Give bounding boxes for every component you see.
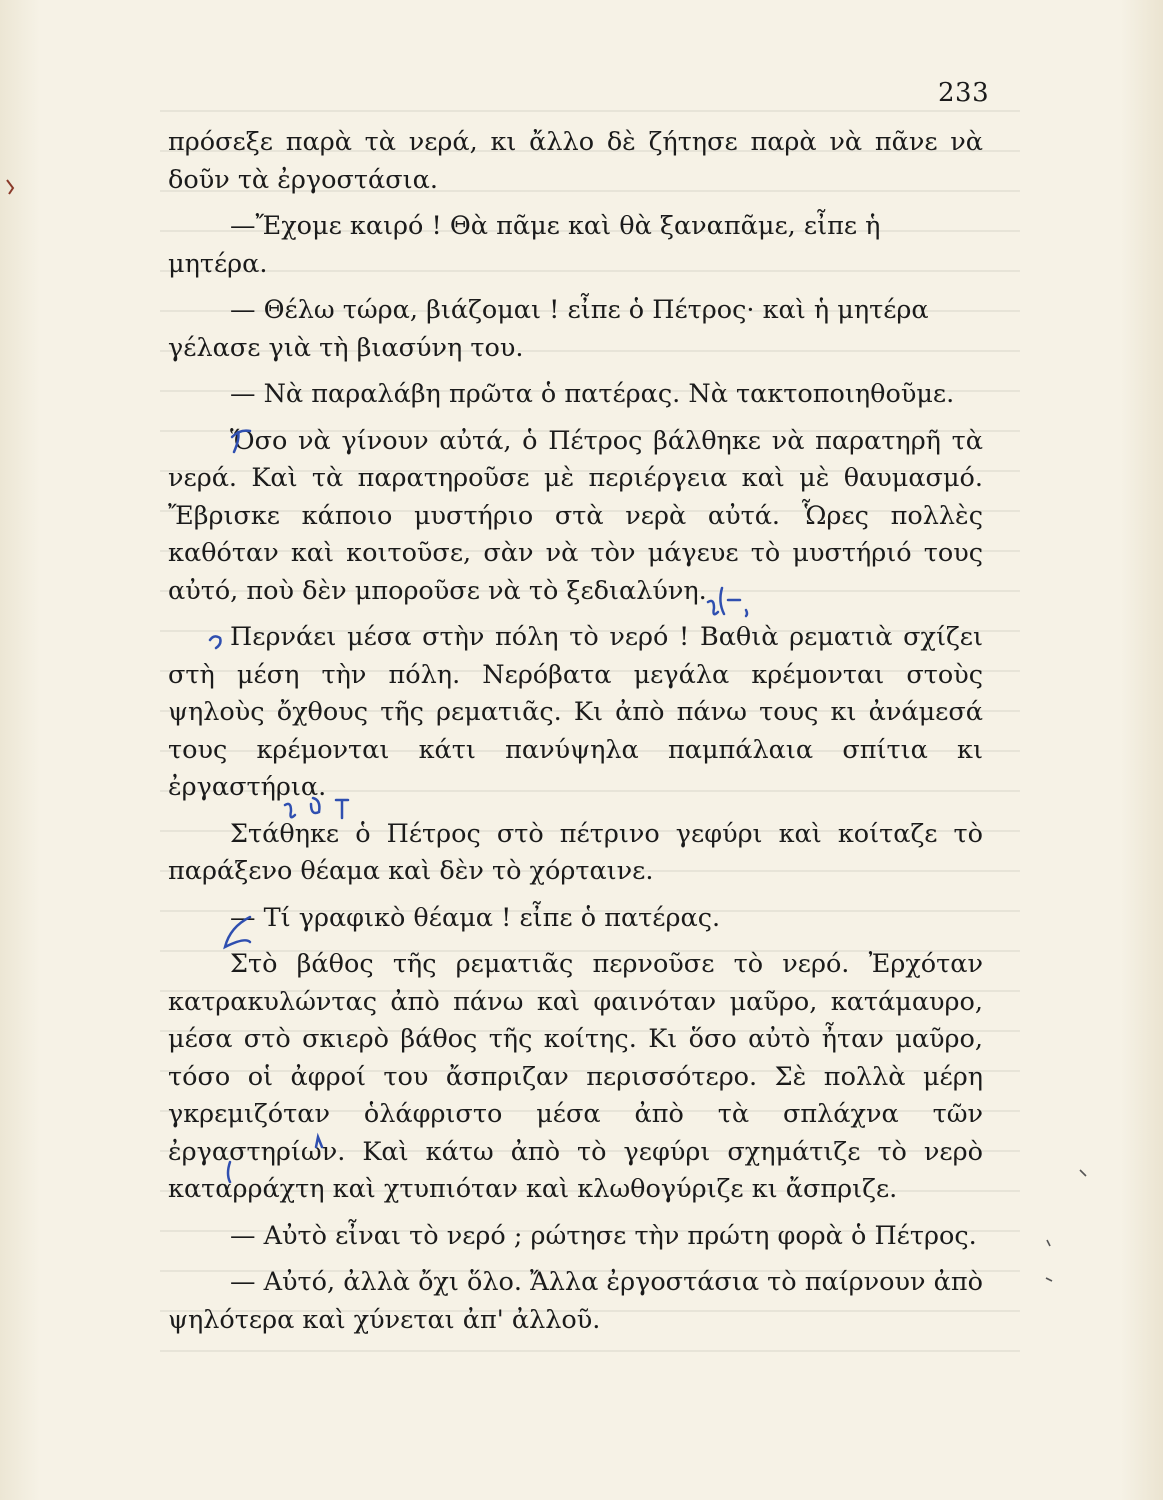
paragraph-observing-waters: Ὅσο νὰ γίνουν αὐτά, ὁ Πέτρος βάλθηκε νὰ παρατηρῆ τὰ νερά. Καὶ τὰ παρατηροῦσε μὲ περιέργεια καὶ μὲ θαυμασμό. Ἔβρισκε κάποιο μυστήριο στὰ νερὰ αὐτά. Ὧρες πολλὲς καθόταν καὶ κοιτοῦσε, σὰν νὰ τὸν μάγευε τὸ μυστήριό τους αὐτό, ποὺ δὲν μποροῦσε νὰ τὸ ξεδιαλύνη. <box>168 425 983 606</box>
paragraph-1: πρόσεξε παρὰ τὰ νερά, κι ἄλλο δὲ ζήτησε παρὰ νὰ πᾶνε νὰ δοῦν τὰ ἐργοστάσια. <box>168 127 983 195</box>
page-body <box>168 124 983 1339</box>
page-number: 233 <box>938 78 990 108</box>
dialogue-father-scenic: — Τί γραφικὸ θέαμα ! εἶπε ὁ πατέρας. <box>230 902 721 933</box>
dialogue-petros-hurry: — Θέλω τώρα, βιάζομαι ! εἶπε ὁ Πέτρος· καὶ ἡ μητέρα γέλασε γιὰ τὴ βιασύνη του. <box>168 295 929 363</box>
paragraph-bridge: Στάθηκε ὁ Πέτρος στὸ πέτρινο γεφύρι καὶ κοίταζε τὸ παράξενο θέαμα καὶ δὲν τὸ χόρταινε. <box>168 818 983 886</box>
dialogue-mother-reply: —Ἔχομε καιρό ! Θὰ πᾶμε καὶ θὰ ξαναπᾶμε, εἶπε ἡ μητέρα. <box>168 211 881 279</box>
paragraph-water-depth: Στὸ βάθος τῆς ρεματιᾶς περνοῦσε τὸ νερό. Ἐρχόταν κατρακυλώντας ἀπὸ πάνω καὶ φαινόταν μαῦρο, κατάμαυρο, μέσα στὸ σκιερὸ βάθος τῆς κοίτης. Κι ὅσο αὐτὸ ἦταν μαῦρο, τόσο οἱ ἀφροί του ἄσπριζαν περισσότερο. Σὲ πολλὰ μέρη γκρεμιζόταν ὁλάφριστο μέσα ἀπὸ τὰ σπλάχνα τῶν ἐργαστηρίων. Καὶ κάτω ἀπὸ τὸ γεφύρι σχημάτιζε τὸ νερὸ καταρράχτη καὶ χτυπιόταν καὶ κλωθογύριζε κι ἄσπριζε. <box>168 949 983 1204</box>
paragraph-ravine: Περνάει μέσα στὴν πόλη τὸ νερό ! Βαθιὰ ρεματιὰ σχίζει στὴ μέση τὴν πόλη. Νερόβατα μεγάλα κρέμονται στοὺς ψηλοὺς ὄχθους τῆς ρεματιᾶς. Κι ἀπὸ πάνω τους κι ἀνάμεσά τους κρέμονται κάτι πανύψηλα παμπάλαια σπίτια κι ἐργαστήρια. <box>168 622 983 802</box>
margin-dash-2 <box>1047 1240 1050 1246</box>
margin-dash-1 <box>1080 1170 1086 1176</box>
dialogue-answer: — Αὐτό, ἀλλὰ ὄχι ὅλο. Ἄλλα ἐργοστάσια τὸ παίρνουν ἀπὸ ψηλότερα καὶ χύνεται ἀπ' ἀλλοῦ. <box>168 1267 983 1335</box>
dialogue-petros-question: — Αὐτὸ εἶναι τὸ νερό ; ρώτησε τὴν πρώτη φορὰ ὁ Πέτρος. <box>230 1220 977 1251</box>
margin-dash-3 <box>1046 1278 1052 1281</box>
margin-corner-mark <box>7 180 13 194</box>
dialogue-father-settle: — Νὰ παραλάβη πρῶτα ὁ πατέρας. Νὰ τακτοποιηθοῦμε. <box>230 379 955 409</box>
